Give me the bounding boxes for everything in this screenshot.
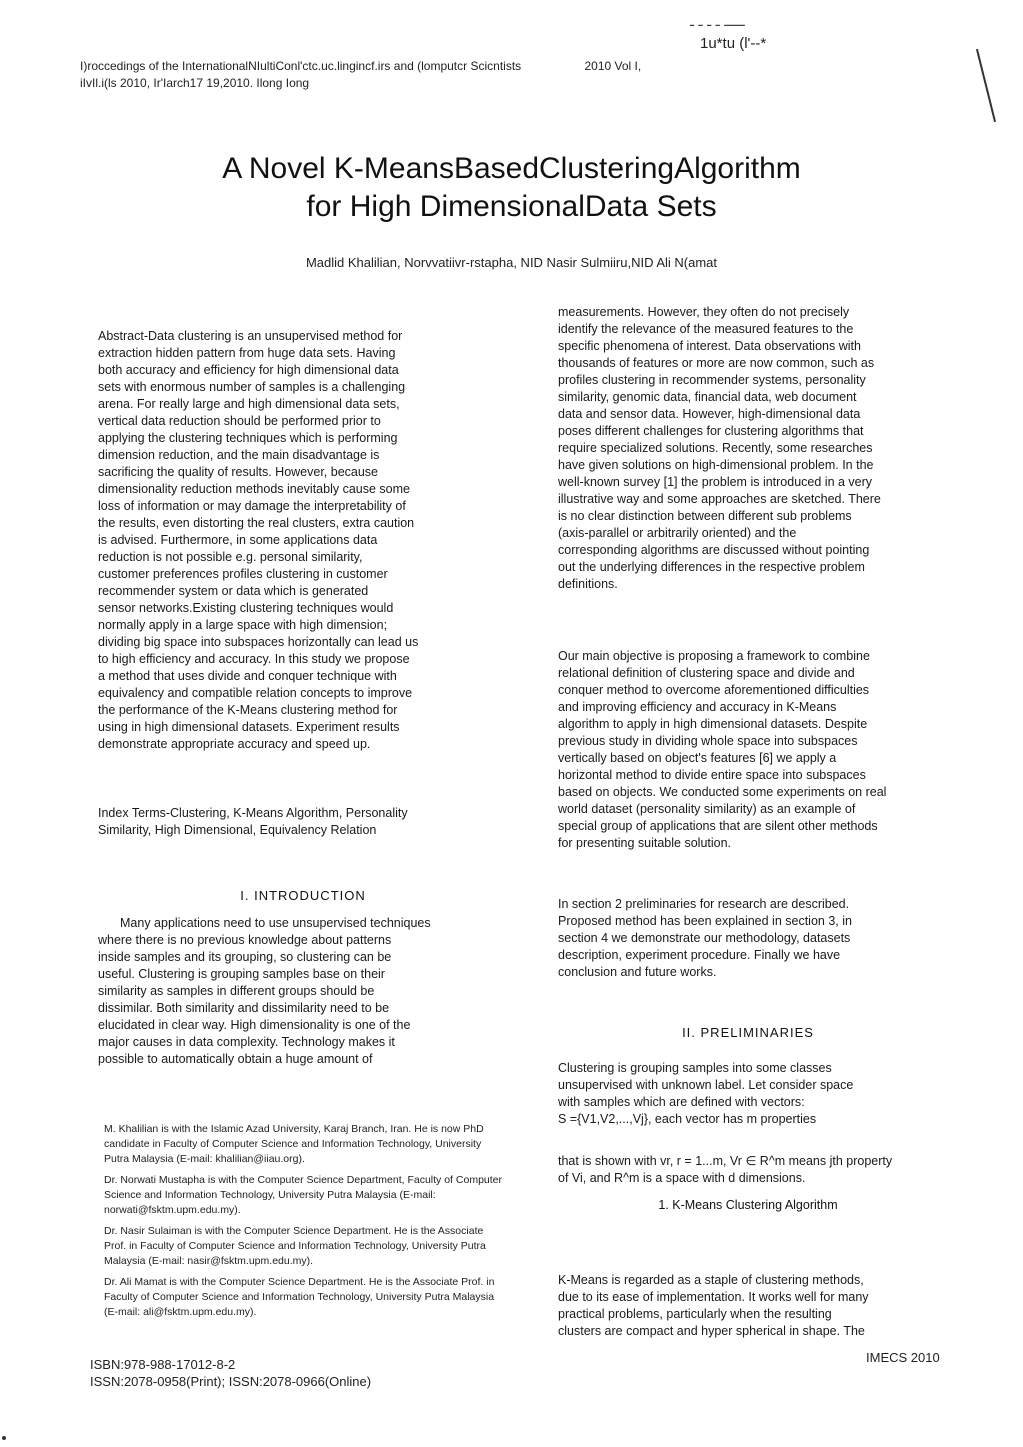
body-line: require specialized solutions. Recently, some researches [558, 441, 873, 455]
body-line: specific phenomena of interest. Data observations with [558, 339, 861, 353]
body-line: S ={V1,V2,...,Vj}, each vector has m properties [558, 1112, 817, 1126]
body-line: In section 2 preliminaries for research are described. [558, 897, 850, 911]
body-line: illustrative way and some approaches are sketched. There [558, 492, 881, 506]
abstract-line: Abstract-Data clustering is an unsupervised method for [98, 329, 403, 343]
body-line: with samples which are defined with vectors: [558, 1095, 805, 1109]
body-line: Clustering is grouping samples into some classes [558, 1061, 832, 1075]
body-line: description, experiment procedure. Finally we have [558, 948, 841, 962]
intro-line: Many applications need to use unsupervised techniques [120, 916, 431, 930]
abstract-line: applying the clustering techniques which is performing [98, 431, 398, 445]
intro-line: elucidated in clear way. High dimensionality is one of the [98, 1018, 411, 1032]
section-heading-introduction: I. INTRODUCTION [240, 888, 366, 903]
abstract-line: both accuracy and efficiency for high dimensional data [98, 363, 399, 377]
abstract-line: dimensionality reduction methods inevitably cause some [98, 482, 410, 496]
scan-dot-mark [2, 1436, 6, 1440]
intro-line: inside samples and its grouping, so clustering can be [98, 950, 392, 964]
body-paragraph-1 [558, 304, 938, 593]
body-line: definitions. [558, 577, 618, 591]
abstract-line: sensor networks.Existing clustering techniques would [98, 601, 394, 615]
body-line: special group of applications that are silent other methods [558, 819, 878, 833]
abstract-line: customer preferences profiles clustering in customer [98, 567, 388, 581]
abstract [98, 328, 508, 753]
body-line: vertically based on object's features [6] we apply a [558, 751, 837, 765]
author-footnotes [104, 1122, 504, 1326]
body-line: for presenting suitable solution. [558, 836, 732, 850]
title-line-2: for High DimensionalData Sets [306, 190, 717, 223]
abstract-line: equivalency and compatible relation concepts to improve [98, 686, 413, 700]
author-list: Madlid Khalilian, Norvvatiivr-rstapha, NID Nasir Sulmiiru,NID Ali N(amat [305, 255, 718, 270]
isbn-line: ISBN:978-988-17012-8-2 [90, 1357, 236, 1372]
abstract-line: extraction hidden pattern from huge data sets. Having [98, 346, 396, 360]
body-line: measurements. However, they often do not precisely [558, 305, 850, 319]
index-terms [98, 805, 508, 839]
intro-line: dissimilar. Both similarity and dissimilarity need to be [98, 1001, 390, 1015]
footnote: Dr. Nasir Sulaiman is with the Computer Science Department. He is the Associate Prof. in Faculty of Computer Science and Information Technology, University Putra Malaysia (E-mail: nasir@fsktm.upm.edu.my). [104, 1225, 486, 1267]
abstract-line: using in high dimensional datasets. Experiment results [98, 720, 400, 734]
proceedings-line-2: iIvIl.i(ls 2010, Ir'Iarch17 19,2010. Ilong Iong [80, 76, 310, 90]
abstract-line: reduction is not possible e.g. personal similarity, [98, 550, 363, 564]
body-line: conclusion and future works. [558, 965, 717, 979]
intro-line: useful. Clustering is grouping samples base on their [98, 967, 385, 981]
body-line: practical problems, particularly when the resulting [558, 1307, 832, 1321]
intro-line: where there is no previous knowledge about patterns [98, 933, 392, 947]
abstract-line: a method that uses divide and conquer technique with [98, 669, 397, 683]
body-line: profiles clustering in recommender systems, personality [558, 373, 866, 387]
abstract-line: the performance of the K-Means clustering method for [98, 703, 398, 717]
proceedings-volume: 2010 Vol I, [584, 59, 642, 73]
body-line: have given solutions on high-dimensional problem. In the [558, 458, 874, 472]
body-line: well-known survey [1] the problem is introduced in a very [558, 475, 873, 489]
abstract-line: sacrificing the quality of results. However, because [98, 465, 378, 479]
body-line: based on objects. We conducted some experiments on real [558, 785, 887, 799]
proceedings-line-1 [80, 58, 800, 75]
body-line: previous study in dividing whole space into subspaces [558, 734, 858, 748]
abstract-line: dimension reduction, and the main disadvantage is [98, 448, 380, 462]
footnote: Dr. Ali Mamat is with the Computer Science Department. He is the Associate Prof. in Faculty of Computer Science and Information Technology, University Putra Malaysia (E-mail: ali@fsktm.upm.edu.my). [104, 1276, 495, 1318]
abstract-line: sets with enormous number of samples is a challenging [98, 380, 406, 394]
proceedings-header [80, 58, 800, 92]
body-line: section 4 we demonstrate our methodology, datasets [558, 931, 851, 945]
paper-title [60, 150, 963, 226]
top-right-annotation: 1u*tu (l'--* [700, 35, 767, 52]
body-line: K-Means is regarded as a staple of clustering methods, [558, 1273, 864, 1287]
body-paragraph-3 [558, 896, 938, 981]
intro-line: possible to automatically obtain a huge amount of [98, 1052, 373, 1066]
index-terms-line: Similarity, High Dimensional, Equivalency Relation [98, 823, 377, 837]
body-line: relational definition of clustering space and divide and [558, 666, 855, 680]
body-line: conquer method to overcome aforementioned difficulties [558, 683, 870, 697]
intro-line: major causes in data complexity. Technology makes it [98, 1035, 395, 1049]
issn-line: ISSN:2078-0958(Print); ISSN:2078-0966(Online) [90, 1374, 372, 1389]
body-line: clusters are compact and hyper spherical in shape. The [558, 1324, 865, 1338]
body-line: due to its ease of implementation. It works well for many [558, 1290, 869, 1304]
abstract-line: is advised. Furthermore, in some applications data [98, 533, 378, 547]
intro-line: similarity as samples in different groups should be [98, 984, 375, 998]
index-terms-line: Index Terms-Clustering, K-Means Algorithm, Personality [98, 806, 408, 820]
abstract-line: to high efficiency and accuracy. In this study we propose [98, 652, 410, 666]
footnote: M. Khalilian is with the Islamic Azad University, Karaj Branch, Iran. He is now PhD candidate in Faculty of Computer Science and Information Technology, University Putra Malaysia (E-mail: khalilian@iiau.org). [104, 1123, 484, 1165]
body-line: algorithm to apply in high dimensional datasets. Despite [558, 717, 868, 731]
handwritten-scribble: ـــــ ـ ـ ـ ـ [690, 14, 745, 30]
abstract-line: recommender system or data which is generated [98, 584, 369, 598]
footnote: Dr. Norwati Mustapha is with the Computer Science Department, Faculty of Computer Science and Information Technology, University Putra Malaysia (E-mail: norwati@fsktm.upm.edu.my). [104, 1174, 502, 1216]
body-line: world dataset (personality similarity) as an example of [558, 802, 856, 816]
body-line: and improving efficiency and accuracy in K-Means [558, 700, 837, 714]
body-paragraph-6 [558, 1272, 938, 1340]
conference-page-id: IMECS 2010 [866, 1350, 940, 1365]
abstract-line: the results, even distorting the real clusters, extra caution [98, 516, 415, 530]
section-heading-preliminaries: II. PRELIMINARIES [682, 1025, 814, 1040]
abstract-line: loss of information or may damage the interpretability of [98, 499, 406, 513]
introduction-paragraph [98, 915, 508, 1068]
body-line: out the underlying differences in the respective problem [558, 560, 865, 574]
body-line: corresponding algorithms are discussed without pointing [558, 543, 870, 557]
abstract-line: normally apply in a large space with high dimension; [98, 618, 388, 632]
body-line: is no clear distinction between different sub problems [558, 509, 852, 523]
proceedings-name: I)roccedings of the InternationalNIultiConl'ctc.uc.lingincf.irs and (lomputcr Scicntists [80, 59, 522, 73]
abstract-line: vertical data reduction should be performed prior to [98, 414, 381, 428]
isbn-issn-footer [90, 1356, 371, 1390]
body-paragraph-2 [558, 648, 938, 852]
body-line: horizontal method to divide entire space into subspaces [558, 768, 866, 782]
body-line: unsupervised with unknown label. Let consider space [558, 1078, 854, 1092]
body-line: similarity, genomic data, financial data, web document [558, 390, 857, 404]
abstract-line: arena. For really large and high dimensional data sets, [98, 397, 400, 411]
abstract-line: demonstrate appropriate accuracy and speed up. [98, 737, 371, 751]
body-line: (axis-parallel or arbitrarily oriented) and the [558, 526, 797, 540]
title-line-1: A Novel K-MeansBasedClusteringAlgorithm [222, 152, 801, 185]
scan-edge-mark [976, 49, 996, 122]
body-line: Our main objective is proposing a framework to combine [558, 649, 870, 663]
body-paragraph-5 [558, 1153, 938, 1187]
body-line: of Vi, and R^m is a space with d dimensions. [558, 1171, 806, 1185]
body-line: data and sensor data. However, high-dimensional data [558, 407, 861, 421]
body-line: thousands of features or more are now common, such as [558, 356, 875, 370]
body-line: that is shown with vr, r = 1...m, Vr ∈ R^m means jth property [558, 1154, 893, 1168]
body-line: poses different challenges for clustering algorithms that [558, 424, 864, 438]
subsection-heading-kmeans: 1. K-Means Clustering Algorithm [658, 1198, 838, 1212]
body-line: Proposed method has been explained in section 3, in [558, 914, 852, 928]
abstract-line: dividing big space into subspaces horizontally can lead us [98, 635, 419, 649]
body-paragraph-4 [558, 1060, 938, 1128]
body-line: identify the relevance of the measured features to the [558, 322, 854, 336]
